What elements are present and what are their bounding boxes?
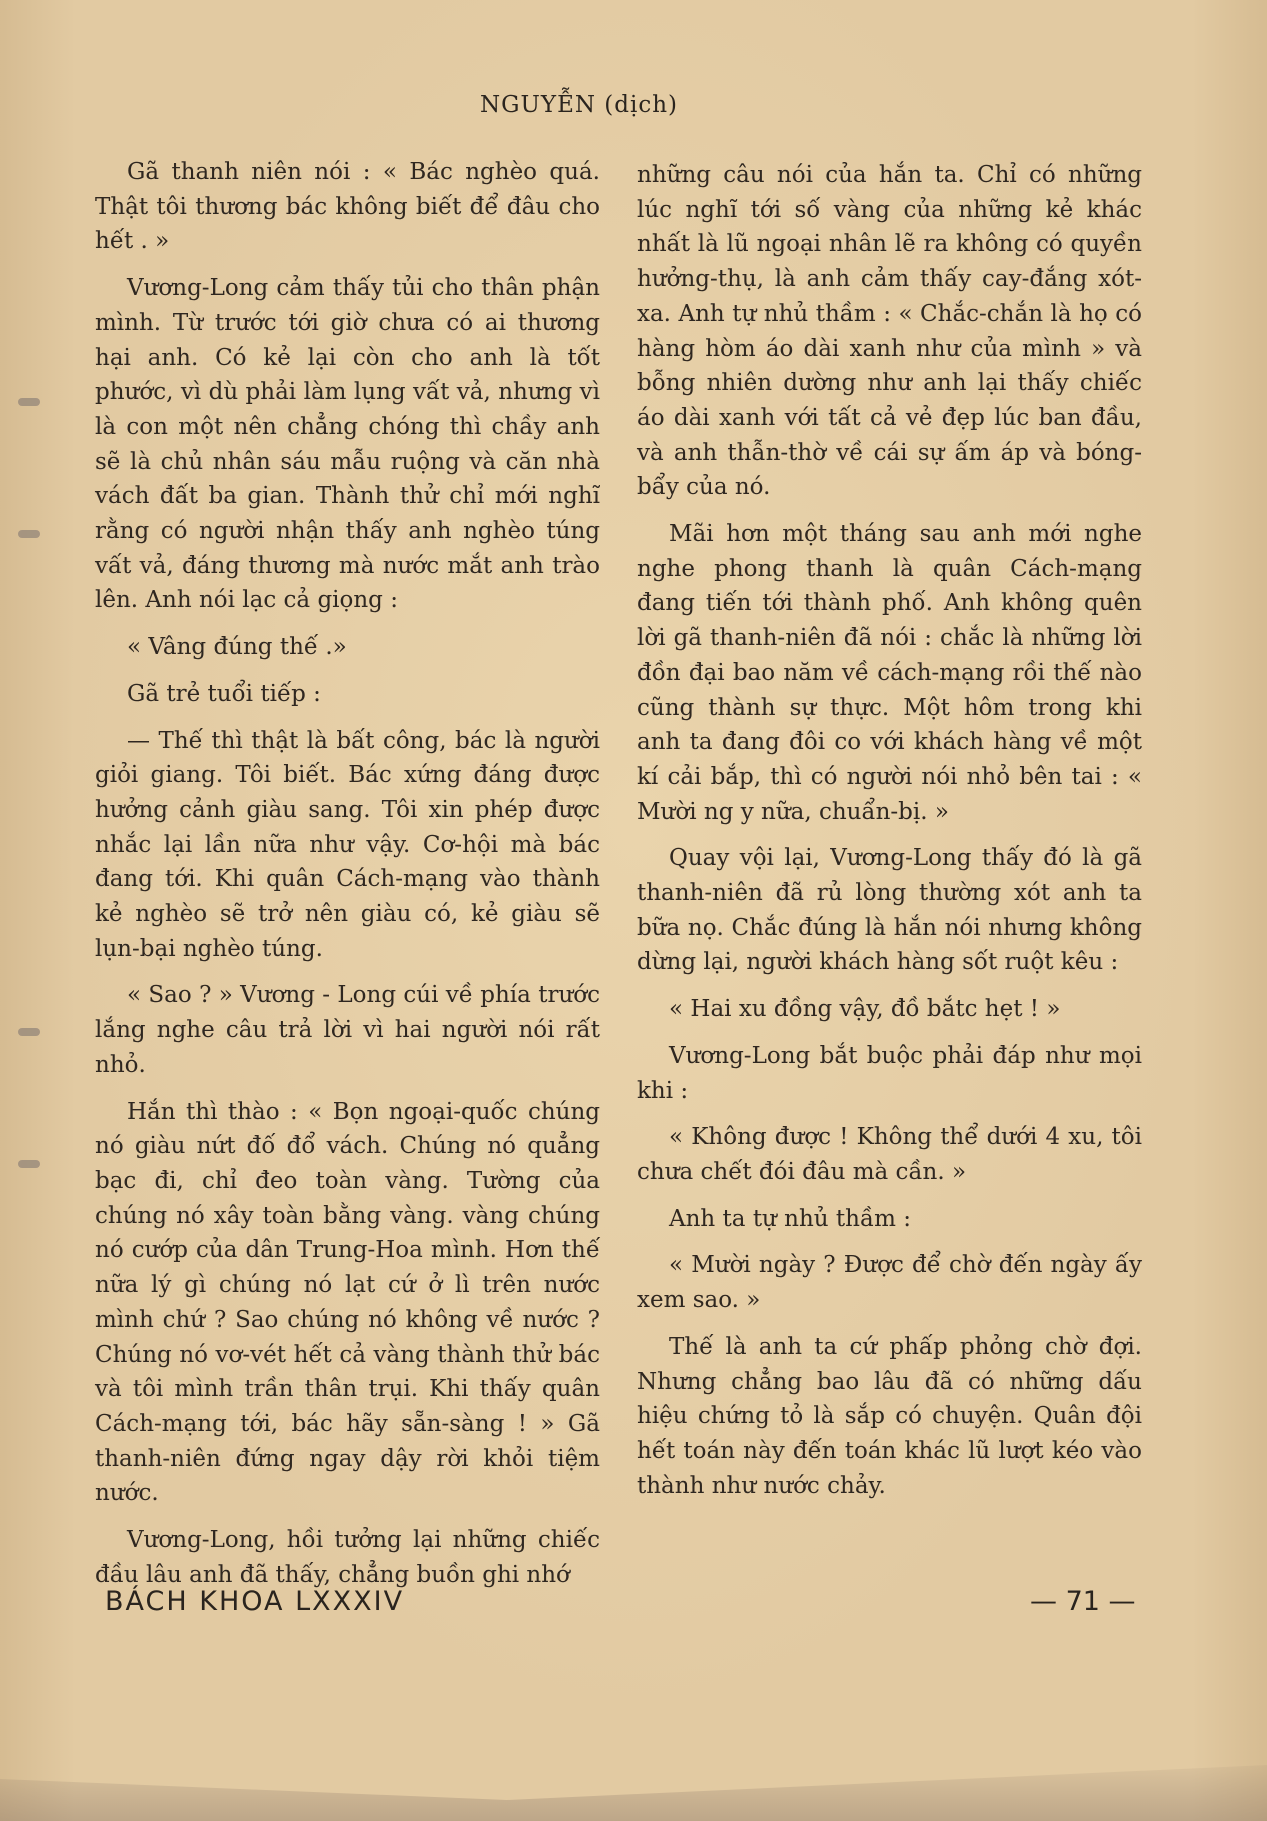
margin-mark — [18, 398, 40, 406]
margin-mark — [18, 530, 40, 538]
paragraph: Quay vội lại, Vương-Long thấy đó là gã thanh-niên đã rủ lòng thường xót anh ta bữa nọ. Chắc đúng là hắn nói nhưng không dừng lại, người khách hàng sốt ruột kêu : — [637, 845, 1142, 976]
paragraph: « Mười ngày ? Được để chờ đến ngày ấy xem sao. » — [637, 1252, 1142, 1314]
page-header: NGUYỄN (dịch) — [480, 92, 679, 118]
paragraph: — Thế thì thật là bất công, bác là người giỏi giang. Tôi biết. Bác xứng đáng được hưởng cảnh giàu sang. Tôi xin phép được nhắc lại lần nữa như vậy. Cơ-hội mà bác đang tới. Khi quân Cách-mạng vào thành kẻ nghèo sẽ trở nên giàu có, kẻ giàu sẽ lụn-bại nghèo túng. — [95, 727, 600, 962]
paragraph: Gã trẻ tuổi tiếp : — [127, 680, 321, 707]
paragraph: Thế là anh ta cứ phấp phỏng chờ đợi. Nhưng chẳng bao lâu đã có những dấu hiệu chứng tỏ là sắp có chuyện. Quân đội hết toán này đến toán khác lũ lượt kéo vào thành như nước chảy. — [637, 1333, 1142, 1499]
paragraph: Hắn thì thào : « Bọn ngoại-quốc chúng nó giàu nứt đố đổ vách. Chúng nó quẳng bạc đi, chỉ đeo toàn vàng. Tường của chúng nó xây toàn bằng vàng. vàng chúng nó cướp của dân Trung-Hoa mình. Hơn thế nữa lý gì chúng nó lạt cứ ở lì trên nước mình chứ ? Sao chúng nó không về nước ? Chúng nó vơ-vét hết cả vàng thành thử bác và tôi mình trần thân trụi. Khi thấy quân Cách-mạng tới, bác hãy sẵn-sàng ! » Gã thanh-niên đứng ngay dậy rời khỏi tiệm nước. — [95, 1098, 600, 1507]
margin-mark — [18, 1028, 40, 1036]
paragraph: Vương-Long bắt buộc phải đáp như mọi khi : — [637, 1042, 1142, 1104]
paragraph: « Không được ! Không thể dưới 4 xu, tôi chưa chết đói đâu mà cần. » — [637, 1124, 1142, 1185]
margin-mark — [18, 1160, 40, 1168]
page-number: — 71 — — [1030, 1586, 1136, 1617]
right-column — [637, 158, 1142, 1515]
paragraph: những câu nói của hắn ta. Chỉ có những lúc nghĩ tới số vàng của những kẻ khác nhất là lũ ngoại nhân lẽ ra không có quyền hưởng-thụ, là anh cảm thấy cay-đắng xót-xa. Anh tự nhủ thầm : « Chắc-chắn là họ có hàng hòm áo dài xanh như của mình » và bỗng nhiên dường như anh lại thấy chiếc áo dài xanh với tất cả vẻ đẹp lúc ban đầu, và anh thẫn-thờ về cái sự ấm áp và bóng-bẩy của nó. — [637, 162, 1142, 501]
paragraph: Gã thanh niên nói : « Bác nghèo quá. Thật tôi thương bác không biết để đâu cho hết . » — [95, 159, 600, 255]
paragraph: « Vâng đúng thế .» — [127, 634, 347, 661]
paragraph: Mãi hơn một tháng sau anh mới nghe nghe phong thanh là quân Cách-mạng đang tiến tới thành phố. Anh không quên lời gã thanh-niên đã nói : chắc là những lời đồn đại bao năm về cách-mạng rồi thế nào cũng thành sự thực. Một hôm trong khi anh ta đang đôi co với khách hàng về một kí cải bắp, thì có người nói nhỏ bên tai : « Mười ng y nữa, chuẩn-bị. » — [637, 521, 1142, 825]
paragraph: Vương-Long cảm thấy tủi cho thân phận mình. Từ trước tới giờ chưa có ai thương hại anh. Có kẻ lại còn cho anh là tốt phước, vì dù phải làm lụng vất vả, nhưng vì là con một nên chẳng chóng thì chầy anh sẽ là chủ nhân sáu mẫu ruộng và căn nhà vách đất ba gian. Thành thử chỉ mới nghĩ rằng có người nhận thấy anh nghèo túng vất vả, đáng thương mà nước mắt anh trào lên. Anh nói lạc cả giọng : — [95, 275, 600, 614]
paragraph: Vương-Long, hồi tưởng lại những chiếc đầu lâu anh đã thấy, chẳng buồn ghi nhớ — [95, 1527, 600, 1588]
left-column — [95, 155, 600, 1604]
paragraph: Anh ta tự nhủ thầm : — [669, 1205, 911, 1232]
magazine-name: BÁCH KHOA LXXXIV — [105, 1586, 405, 1617]
paragraph: « Sao ? » Vương - Long cúi về phía trước lắng nghe câu trả lời vì hai người nói rất nhỏ. — [95, 982, 600, 1078]
paragraph: « Hai xu đồng vậy, đồ bắtc hẹt ! » — [669, 996, 1061, 1023]
